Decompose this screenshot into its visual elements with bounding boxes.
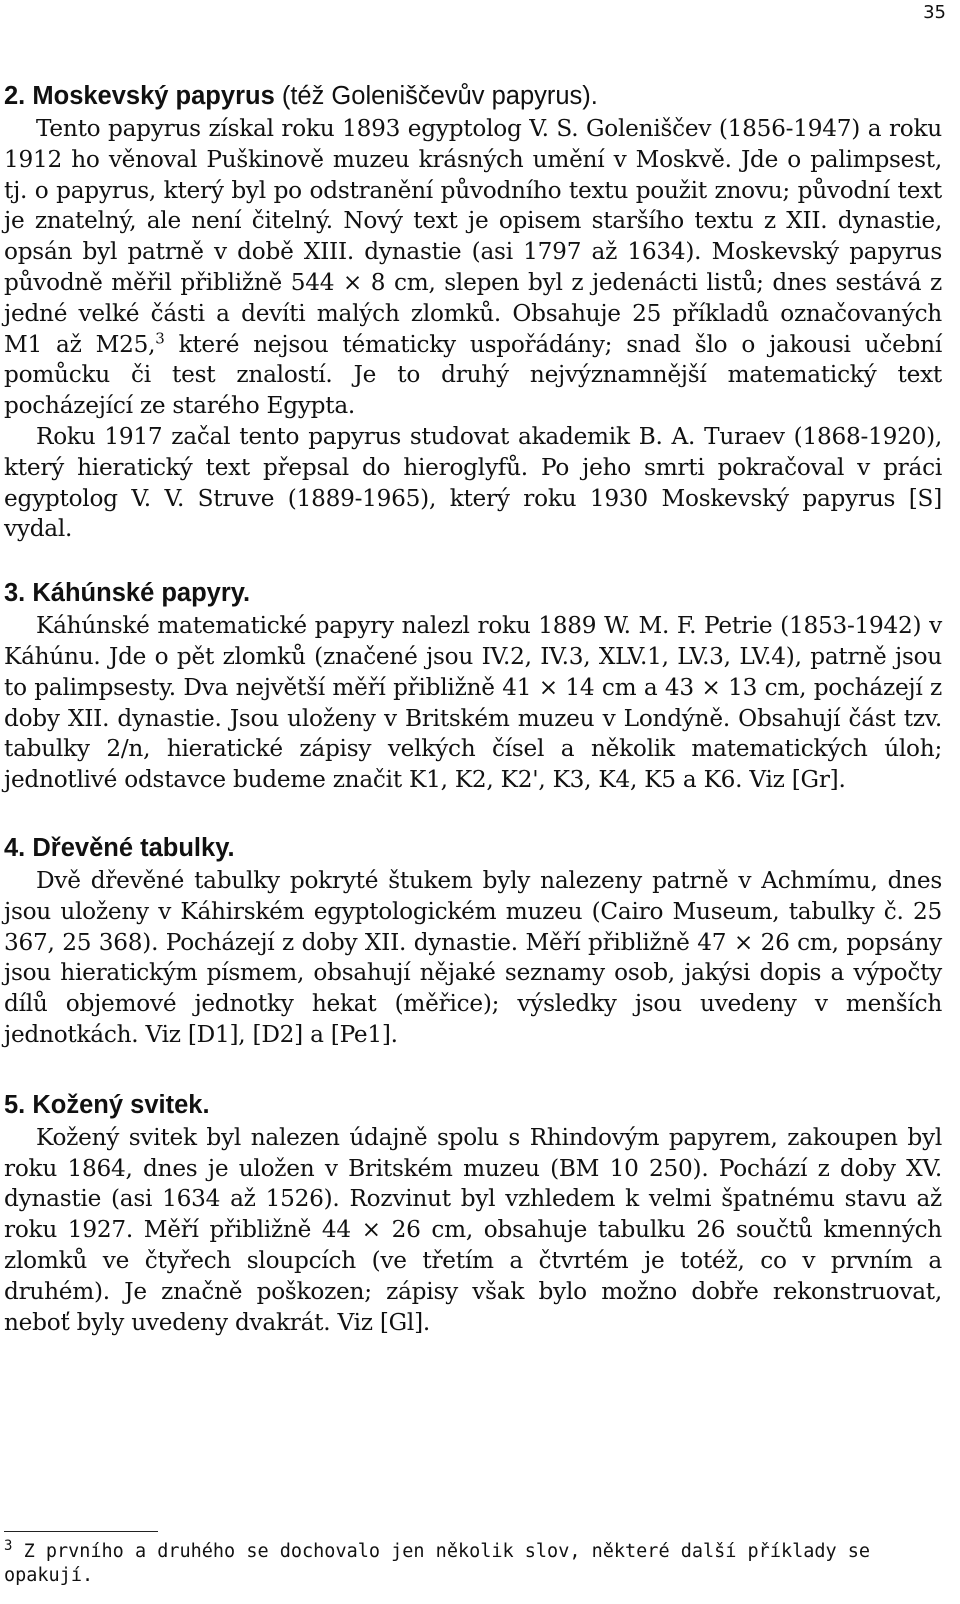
footnote-reference: 3: [155, 328, 165, 347]
paragraph: Roku 1917 začal tento papyrus studovat akademik B. A. Turaev (1868-1920), který hieratický text přepsal do hieroglyfů. Po jeho smrti pokračoval v práci egyptolog V. V. Struve (1889-1965), který roku 1930 Moskevský papyrus [S] vydal.: [4, 422, 942, 543]
section-title: Káhúnské papyry.: [32, 579, 251, 608]
paragraph: Kožený svitek byl nalezen údajně spolu s Rhindovým papyrem, zakoupen byl roku 1864, dnes je uložen v Britském muzeu (BM 10 250). Pochází z doby XV. dynastie (asi 1634 až 1526). Rozvinut byl vzhledem k velmi špatnému stavu až roku 1927. Měří přibližně 44 × 26 cm, obsahuje tabulku 26 součtů kmenných zlomků ve čtyřech sloupcích (ve třetím a čtvrtém je totéž, co v prvním a druhém). Je značně poškozen; zápisy však bylo možno dobře rekonstruovat, neboť byly uvedeny dvakrát. Viz [Gl].: [4, 1123, 942, 1336]
paragraph-text: Tento papyrus získal roku 1893 egyptolog V. S. Goleniščev (1856-1947) a roku 1912 ho věnoval Puškinově muzeu krásných umění v Moskvě. Jde o palimpsest, tj. o papyrus, který byl po odstranění původního textu použit znovu; původní text je znatelný, ale není čitelný. Nový text je opisem staršího textu z XII. dynastie, opsán byl patrně v době XIII. dynastie (asi 1797 až 1634). Moskevský papyrus původně měřil přibližně 544 × 8 cm, slepen byl z jedenácti listů; dnes sestává z jedné velké části a devíti malých zlomků. Obsahuje 25 příkladů označovaných M1 až M25,: [4, 115, 942, 358]
section-title: Dřevěné tabulky.: [32, 833, 235, 862]
footnote-marker: 3: [4, 1537, 13, 1554]
footnote-divider: [4, 1531, 158, 1532]
section-title-suffix: (též Goleniščevův papyrus).: [274, 82, 598, 110]
section-number: 4.: [4, 833, 26, 862]
section-kahunske-papyry: [0, 575, 942, 796]
section-kozeny-svitek: [0, 1087, 942, 1339]
paragraph: [0, 114, 942, 422]
page-content: [0, 78, 942, 1338]
section-number: 2.: [4, 82, 26, 110]
section-drevene-tabulky: [0, 830, 942, 1051]
section-heading: [4, 1087, 942, 1123]
paragraph: Káhúnské matematické papyry nalezl roku 1889 W. M. F. Petrie (1853-1942) v Káhúnu. Jde o pět zlomků (značené jsou IV.2, IV.3, XLV.1, LV.3, LV.4), patrně jsou to palimpsesty. Dva největší měří přibližně 41 × 14 cm a 43 × 13 cm, pocházejí z doby XII. dynastie. Jsou uloženy v Britském muzeu v Londýně. Obsahují část tzv. tabulky 2/n, hieratické zápisy velkých čísel a několik matematických úloh; jednotlivé odstavce budeme značit K1, K2, K2', K3, K4, K5 a K6. Viz [Gr].: [4, 612, 942, 794]
paragraph: Dvě dřevěné tabulky pokryté štukem byly nalezeny patrně v Achmímu, dnes jsou uloženy v Káhirském egyptologickém muzeu (Cairo Museum, tabulky č. 25 367, 25 368). Pocházejí z doby XII. dynastie. Měří přibližně 47 × 26 cm, popsány jsou hieratickým písmem, obsahují nějaké seznamy osob, jakýsi dopis a výpočty dílů objemové jednotky hekat (měřice); výsledky jsou uvedeny v menších jednotkách. Viz [D1], [D2] a [Pe1].: [4, 866, 942, 1048]
section-number: 3.: [4, 579, 26, 608]
footnote: [4, 1537, 934, 1588]
page-number: 35: [923, 2, 946, 23]
footnote-text: Z prvního a druhého se dochovalo jen několik slov, některé další příklady se opakují.: [4, 1541, 871, 1586]
section-heading: [4, 830, 942, 866]
paragraph-text-continued: které nejsou tématicky uspořádány; snad šlo o jakousi učební pomůcku či test znalostí. Je to druhý nejvýznamnější matematický text pocházející ze starého Egypta.: [4, 330, 942, 420]
section-moskevsky-papyrus: [0, 78, 942, 545]
section-heading: [4, 78, 942, 114]
section-heading: [4, 575, 942, 611]
section-title: Moskevský papyrus: [32, 82, 275, 110]
section-title: Kožený svitek.: [32, 1090, 210, 1119]
section-number: 5.: [4, 1090, 26, 1119]
